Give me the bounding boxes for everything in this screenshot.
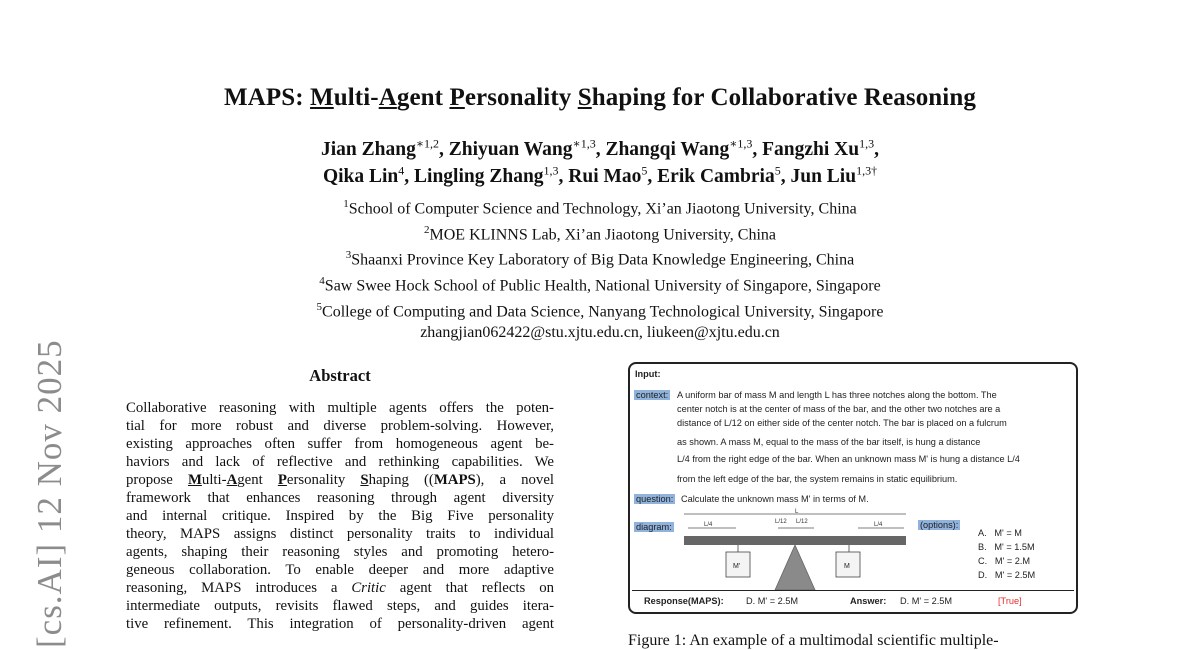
title-m: M — [310, 84, 334, 111]
abstract-line: existing approaches often suffer from homogeneous agent be- — [126, 436, 554, 452]
option-d: D. M' = 2.5M — [978, 570, 1036, 580]
title-a: A — [378, 84, 397, 111]
abstract-line: and internal critique. Inspired by the Big Five personality — [126, 508, 554, 524]
title-gent: gent — [396, 84, 450, 111]
abstract-line: theory, MAPS assigns distinct personality traits to individual — [126, 526, 554, 542]
abstract-line: framework that enhances reasoning through agent diversity — [126, 490, 554, 506]
unknown-mass-label: M' — [733, 563, 741, 570]
affiliation: $^2$MOE KLINNS Lab, Xi’an Jiaotong University, China — [424, 223, 776, 243]
author: Jun Liu$^{1,3\dagger}$ — [790, 163, 878, 187]
options-tag: (options): — [920, 520, 959, 530]
input-label: Input: — [635, 369, 661, 379]
abstract-line: Collaborative reasoning with multiple agents offers the poten- — [126, 400, 554, 416]
author: Lingling Zhang$^{1,3}$, — [414, 163, 569, 187]
title-haping: haping for Collaborative Reasoning — [591, 84, 976, 111]
context-line: A uniform bar of mass M and length L has three notches along the bottom. The — [677, 390, 997, 400]
context-line: center notch is at the center of mass of the bar, and the other two notches are a — [677, 404, 1001, 414]
question-tag: question: — [636, 494, 674, 504]
author: Qika Lin$^4$, — [322, 163, 415, 187]
length-label: L — [795, 509, 799, 515]
answer-label: Answer: — [850, 596, 887, 606]
mass-label: M — [844, 563, 850, 570]
response-label: Response(MAPS): — [644, 596, 724, 606]
author: Jian Zhang$^{∗1,2}$, — [321, 136, 449, 160]
arxiv-watermark: [cs.AI] 12 Nov 2025 — [30, 339, 69, 648]
verdict-label: [True] — [998, 596, 1022, 606]
question-text: Calculate the unknown mass M' in terms of M. — [681, 494, 869, 504]
figure-caption: Figure 1: An example of a multimodal scientific multiple- — [628, 632, 999, 649]
option-a: A. M' = M — [978, 528, 1022, 538]
twelfth-label-left: L/12 — [775, 519, 787, 525]
abstract-line: reasoning, MAPS introduces a Critic agent that reflects on — [126, 580, 554, 596]
title-ulti: ulti- — [333, 84, 379, 111]
authors-line-1 — [0, 136, 1200, 161]
affiliation: $^4$Saw Swee Hock School of Public Health, National University of Singapore, Singapore — [319, 274, 881, 295]
affiliation: $^1$School of Computer Science and Technology, Xi’an Jiaotong University, China — [343, 198, 857, 218]
abstract-line: haviors and lack of reflective and rethinking capabilities. We — [126, 454, 554, 470]
abstract-line: tive refinement. This integration of personality-driven agent — [126, 616, 554, 632]
abstract-line: intermediate outputs, revisits flawed steps, and guides itera- — [126, 598, 554, 614]
answer-value: D. M' = 2.5M — [900, 596, 953, 606]
author: Erik Cambria$^5$, — [657, 163, 791, 187]
title-s: S — [577, 84, 592, 111]
twelfth-label-right: L/12 — [796, 519, 808, 525]
abstract-heading: Abstract — [309, 366, 371, 385]
title-ersonality: ersonality — [464, 84, 578, 111]
author: Rui Mao$^5$, — [568, 163, 658, 187]
figure-divider — [632, 590, 1074, 591]
affiliation: $^3$Shaanxi Province Key Laboratory of Big Data Knowledge Engineering, China — [345, 249, 855, 269]
context-tag: context: — [636, 390, 669, 400]
title-prefix: MAPS: — [224, 84, 311, 111]
diagram-tag: diagram: — [636, 522, 672, 532]
author: Zhangqi Wang$^{∗1,3}$, — [605, 136, 763, 160]
abstract-line: geneous collaboration. To enable deeper and more adaptive — [126, 562, 554, 578]
left-quarter-label: L/4 — [704, 522, 713, 528]
fulcrum — [775, 545, 815, 590]
context-line: distance of L/12 on either side of the center notch. The bar is placed on a fulcrum — [677, 418, 1007, 428]
author: Fangzhi Xu$^{1,3}$, — [762, 136, 879, 160]
lever-diagram — [678, 508, 918, 592]
lever-bar — [684, 536, 906, 545]
context-line: as shown. A mass M, equal to the mass of the bar itself, is hung a distance — [677, 437, 981, 447]
right-quarter-label: L/4 — [874, 522, 883, 528]
author-emails: zhangjian062422@stu.xjtu.edu.cn, liukeen@xjtu.edu.cn — [420, 324, 780, 342]
response-value: D. M' = 2.5M — [746, 596, 799, 606]
author: Zhiyuan Wang$^{∗1,3}$, — [448, 136, 606, 160]
affiliations — [0, 194, 1200, 343]
paper-title — [0, 84, 1200, 112]
context-line: from the left edge of the bar, the system remains in static equilibrium. — [677, 474, 958, 484]
context-line: L/4 from the right edge of the bar. When an unknown mass M' is hung a distance L/4 — [677, 454, 1020, 464]
option-c: C. M' = 2.M — [978, 556, 1031, 566]
authors-line-2 — [0, 163, 1200, 188]
abstract-line: agents, shaping their reasoning styles and promoting hetero- — [126, 544, 554, 560]
affiliation: $^5$College of Computing and Data Science, Nanyang Technological University, Singapore — [316, 300, 884, 320]
option-b: B. M' = 1.5M — [978, 542, 1035, 552]
figure-1-panel — [628, 362, 1078, 614]
title-p: P — [449, 84, 465, 111]
abstract-line: propose Multi-Agent Personality Shaping ((MAPS), a novel — [126, 472, 555, 488]
abstract-line: tial for more robust and diverse problem-solving. However, — [126, 418, 554, 434]
